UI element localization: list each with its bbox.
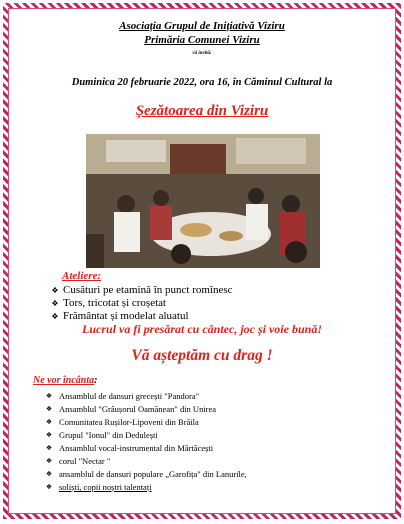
event-photo <box>86 134 320 268</box>
diamond-bullet-icon: ❖ <box>45 483 53 491</box>
invite-text: vă invită: <box>192 51 212 56</box>
diamond-bullet-icon: ❖ <box>45 444 53 452</box>
organizer-line-1: Asociația Grupul de Inițiativă Viziru <box>119 20 285 32</box>
diamond-bullet-icon: ❖ <box>45 405 53 413</box>
performer-item-label: ansamblul de dansuri populare „Garofița" din Lanurile, <box>59 469 247 479</box>
performer-item <box>44 404 216 414</box>
slogan: Lucrul va fi presărat cu cântec, joc și voie bună! <box>82 322 322 336</box>
performer-item <box>44 430 158 440</box>
organizer-line-2: Primăria Comunei Viziru <box>144 34 260 46</box>
diamond-bullet-icon: ❖ <box>45 418 53 426</box>
date-line: Duminica 20 februarie 2022, ora 16, în Căminul Cultural la <box>71 77 333 88</box>
performer-item-label: Grupul "Ionul" din Dedulești <box>59 430 158 440</box>
diamond-bullet-icon: ❖ <box>51 298 59 308</box>
performer-item <box>44 456 110 466</box>
performer-item <box>44 469 247 479</box>
workshops-heading: Ateliere: <box>62 270 102 282</box>
performers-heading-label: Ne vor încânta <box>33 375 95 386</box>
performer-item-label: Ansamblul de dansuri grecești "Pandora" <box>59 391 200 401</box>
performer-item <box>44 482 152 492</box>
workshop-item <box>50 310 189 322</box>
workshop-item <box>50 284 233 296</box>
performer-item <box>44 443 213 453</box>
workshop-item-label: Tors, tricotat și croșetat <box>63 297 167 309</box>
diamond-bullet-icon: ❖ <box>45 470 53 478</box>
performer-item-label: Ansamblul "Grâușorul Oamănean" din Unirea <box>59 404 217 414</box>
diamond-bullet-icon: ❖ <box>51 311 59 321</box>
event-title: Șezătoarea din Viziru <box>135 103 269 119</box>
performer-item <box>44 417 199 427</box>
performer-item-label: Ansamblul vocal-instrumental din Mărtăcești <box>59 443 214 453</box>
performer-item-label: soliști, copii noștri talentați <box>59 482 152 492</box>
performers-heading-colon: : <box>94 375 98 386</box>
performers-heading <box>33 375 97 386</box>
event-photo-illustration <box>86 134 320 268</box>
diamond-bullet-icon: ❖ <box>51 285 59 295</box>
wait-message: Vă așteptăm cu drag ! <box>131 347 273 364</box>
workshop-item-label: Cusături pe etamină în punct romînesc <box>63 284 233 296</box>
diamond-bullet-icon: ❖ <box>45 457 53 465</box>
performer-item-label: Comunitatea Rușilor-Lipoveni din Brăila <box>59 417 199 427</box>
diamond-bullet-icon: ❖ <box>45 392 53 400</box>
performer-item-label: corul "Nectar " <box>59 456 111 466</box>
performer-item <box>44 391 199 401</box>
diamond-bullet-icon: ❖ <box>45 431 53 439</box>
workshop-item-label: Frământat și modelat aluatul <box>63 310 189 322</box>
workshop-item <box>50 297 166 309</box>
